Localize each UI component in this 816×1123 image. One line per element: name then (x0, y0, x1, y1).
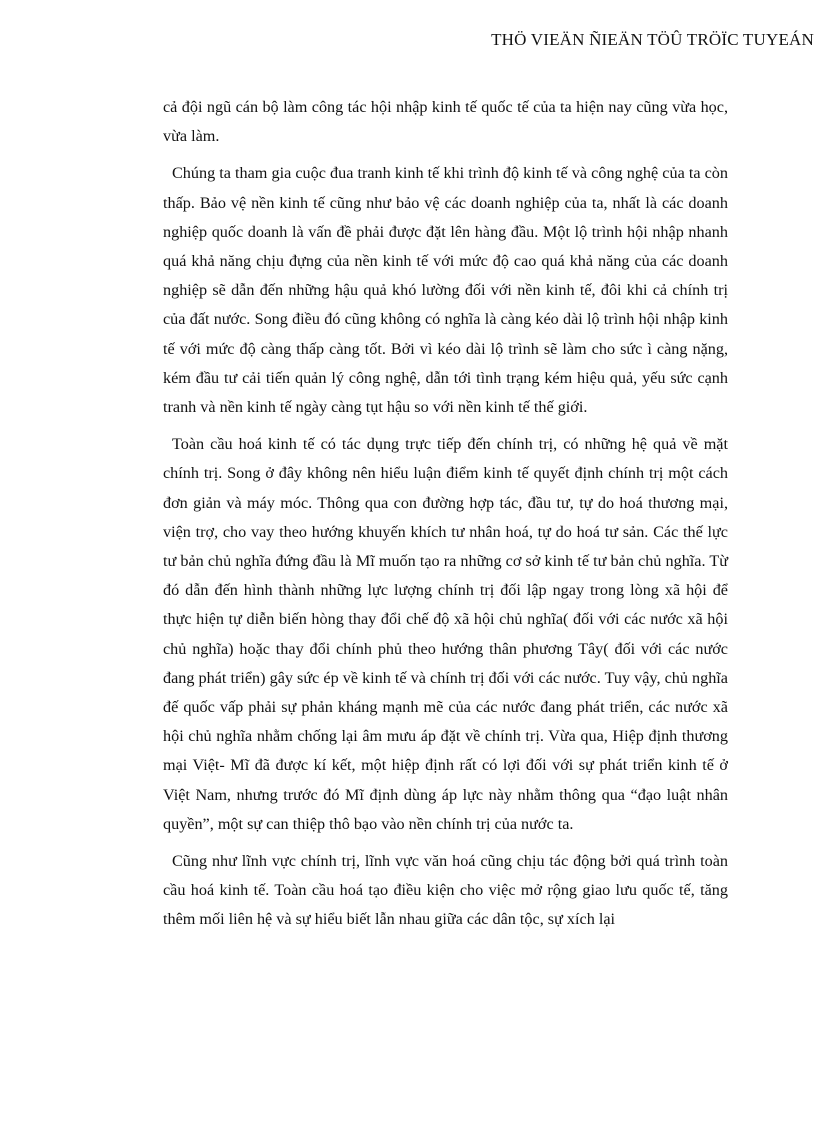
body-text (163, 93, 728, 943)
page-header: THÖ VIEÄN ÑIEÄN TÖÛ TRÖÏC TUYEÁN (491, 30, 814, 49)
paragraph: Toàn cầu hoá kinh tế có tác dụng trực tiếp đến chính trị, có những hệ quả về mặt chính trị. Song ở đây không nên hiểu luận điểm kinh tế quyết định chính trị một cách đơn giản và máy móc. Thông qua con đường hợp tác, đầu tư, tự do hoá thương mại, viện trợ, cho vay theo hướng khuyến khích tư nhân hoá, tự do hoá tư sản. Các thế lực tư bản chủ nghĩa đứng đầu là Mĩ muốn tạo ra những cơ sở kinh tế tư bản chủ nghĩa. Từ đó dẫn đến hình thành những lực lượng chính trị đối lập ngay trong lòng xã hội để thực hiện tự diễn biến hòng thay đổi chế độ xã hội chủ nghĩa( đối với các nước xã hội chủ nghĩa) hoặc thay đổi chính phủ theo hướng thân phương Tây( đối với các nước đang phát triển) gây sức ép về kinh tế và chính trị đối với các nước. Tuy vậy, chủ nghĩa đế quốc vấp phải sự phản kháng mạnh mẽ của các nước đang phát triển, các nước xã hội chủ nghĩa nhằm chống lại âm mưu áp đặt về chính trị. Vừa qua, Hiệp định thương mại Việt- Mĩ đã được kí kết, một hiệp định rất có lợi đối với sự phát triển kinh tế ở Việt Nam, nhưng trước đó Mĩ định dùng áp lực này nhằm thông qua “đạo luật nhân quyền”, một sự can thiệp thô bạo vào nền chính trị của nước ta. (163, 435, 728, 833)
paragraph: Cũng như lĩnh vực chính trị, lĩnh vực văn hoá cũng chịu tác động bởi quá trình toàn cầu hoá kinh tế. Toàn cầu hoá tạo điều kiện cho việc mở rộng giao lưu quốc tế, tăng thêm mối liên hệ và sự hiểu biết lẫn nhau giữa các dân tộc, sự xích lại (163, 852, 728, 929)
paragraph: Chúng ta tham gia cuộc đua tranh kinh tế khi trình độ kinh tế và công nghệ của ta còn thấp. Bảo vệ nền kinh tế cũng như bảo vệ các doanh nghiệp của ta, nhất là các doanh nghiệp quốc doanh là vấn đề phải được đặt lên hàng đầu. Một lộ trình hội nhập nhanh quá khả năng chịu đựng của nền kinh tế với mức độ cao quá khả năng của các doanh nghiệp sẽ dẫn đến những hậu quả khó lường đối với nền kinh tế, đôi khi cả chính trị của đất nước. Song điều đó cũng không có nghĩa là càng kéo dài lộ trình hội nhập kinh tế với mức độ càng thấp càng tốt. Bởi vì kéo dài lộ trình sẽ làm cho sức ì càng nặng, kém đầu tư cải tiến quản lý công nghệ, dẫn tới tình trạng kém hiệu quả, yếu sức cạnh tranh và nền kinh tế ngày càng tụt hậu so với nền kinh tế thế giới. (163, 164, 728, 417)
paragraph-continuation: cả đội ngũ cán bộ làm công tác hội nhập kinh tế quốc tế của ta hiện nay cũng vừa học, vừa làm. (163, 98, 728, 146)
